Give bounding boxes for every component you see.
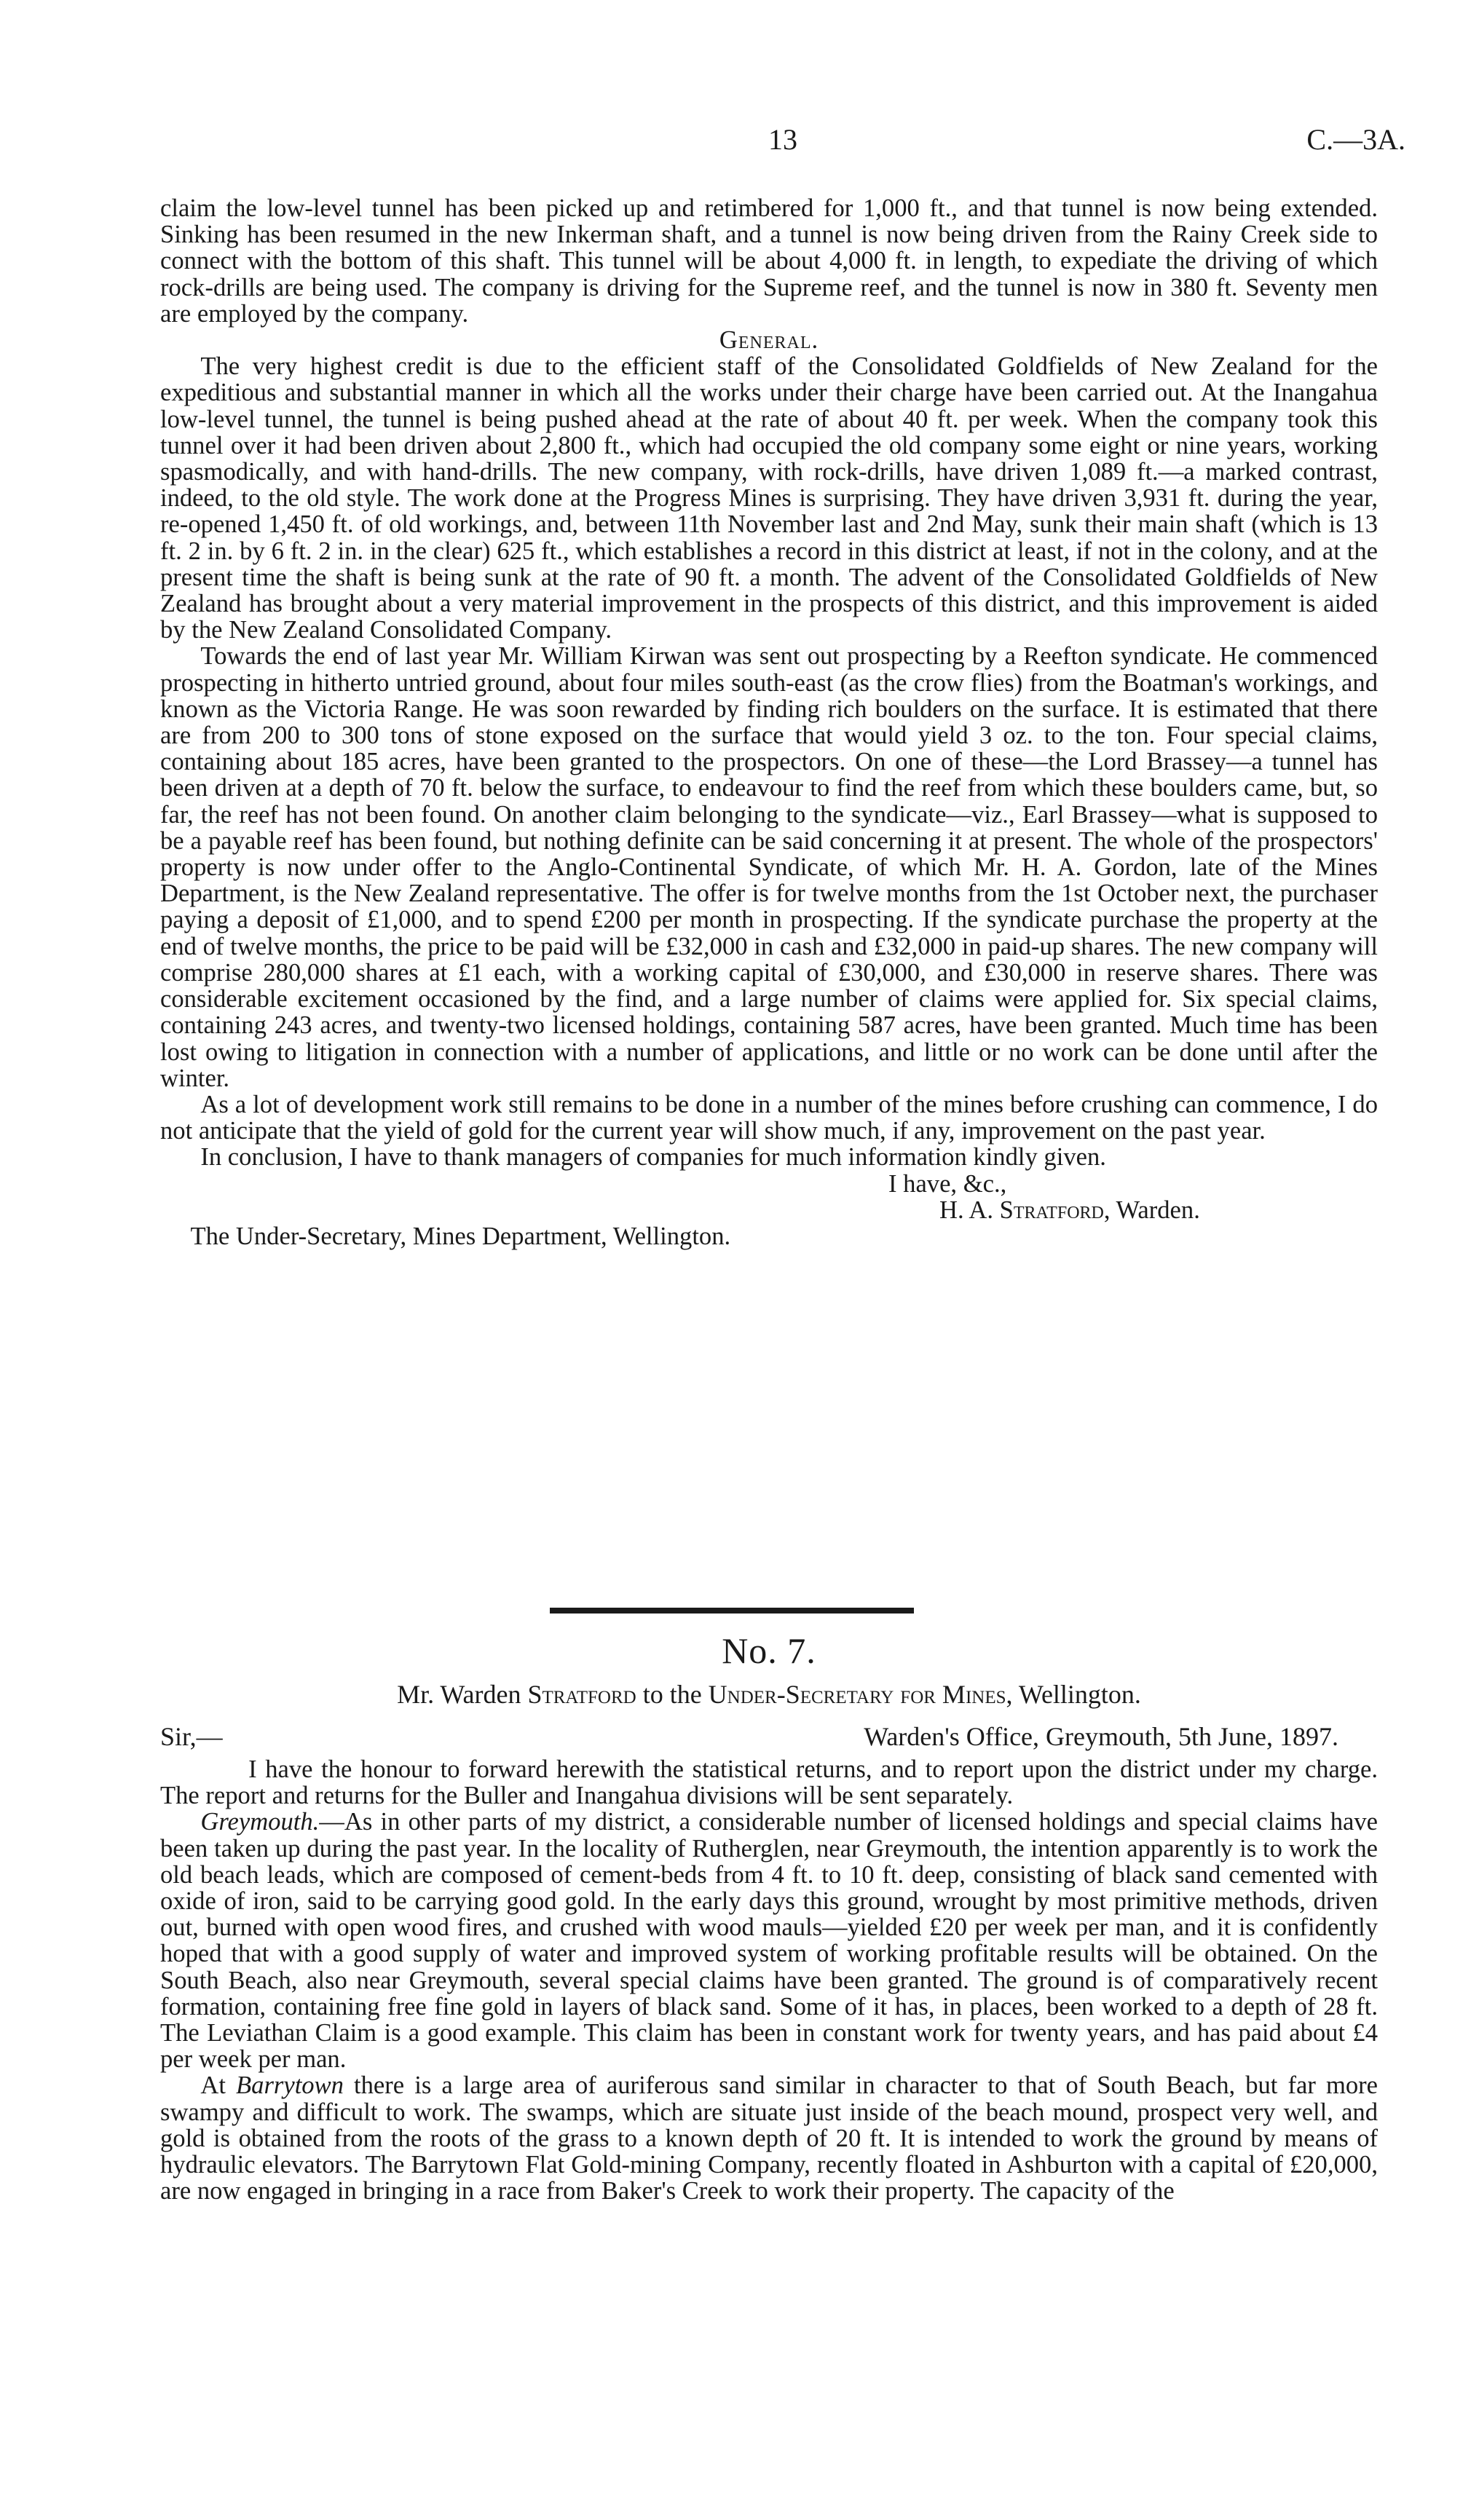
barrytown-prefix: At bbox=[200, 2071, 237, 2100]
office-date-line: Warden's Office, Greymouth, 5th June, 1897. bbox=[864, 1722, 1338, 1751]
letter-number-heading: No. 7. bbox=[722, 1630, 816, 1671]
to-word: to the bbox=[636, 1680, 709, 1709]
barrytown-paragraph bbox=[160, 2072, 1378, 2204]
section-heading-general: General. bbox=[719, 326, 819, 355]
page-header bbox=[160, 122, 1405, 159]
document-reference: C.—3A. bbox=[1306, 123, 1405, 156]
greymouth-label: Greymouth. bbox=[200, 1808, 320, 1836]
closing-line: I have, &c., bbox=[888, 1169, 1007, 1198]
addressee-line: The Under-Secretary, Mines Department, Wellington. bbox=[190, 1222, 731, 1250]
signature-line bbox=[160, 1197, 1378, 1223]
barrytown-text: there is a large area of auriferous sand similar in character to that of South Beach, but far more swampy and difficult to work. The swamps, which are situate just inside of the beach mound, prospect very well, and gold is obtained from the roots of the grass to a known depth of 20 ft. It is intended to work the ground by means of hydraulic elevators. The Barrytown Flat Gold-mining Company, recently floated in Ashburton with a capital of £20,000, are now engaged in bringing in a race from Baker's Creek to work their property. The capacity of the bbox=[160, 2071, 1378, 2205]
to-place: , Wellington. bbox=[1006, 1680, 1141, 1709]
letter-body bbox=[160, 1756, 1378, 2204]
conclusion-paragraph: In conclusion, I have to thank managers of companies for much information kindly given. bbox=[200, 1143, 1106, 1172]
greymouth-paragraph bbox=[160, 1809, 1378, 2072]
page-number: 13 bbox=[768, 123, 797, 156]
signature-name: H. A. Stratford bbox=[939, 1196, 1104, 1224]
report-body bbox=[160, 195, 1378, 1249]
from-prefix: Mr. Warden bbox=[397, 1680, 528, 1709]
signature-title: , Warden. bbox=[1103, 1196, 1200, 1224]
letter-from-to bbox=[160, 1679, 1378, 1710]
greymouth-text: —As in other parts of my district, a considerable number of licensed holdings and special claims have been taken up during the past year. In the locality of Rutherglen, near Greymouth, the intention apparently is to work the old beach leads, which are composed of cement-beds from 4 ft. to 10 ft. deep, consisting of black sand cemented with oxide of iron, said to be carrying good gold. In the early days this ground, wrought by most primitive methods, driven out, burned with open wood fires, and crushed with wood mauls—yielded £20 per week per man, and it is confidently hoped that with a good supply of water and improved system of working profitable results will be obtained. On the South Beach, also near Greymouth, several special claims have been granted. The ground is of comparatively recent formation, containing free fine gold in layers of black sand. Some of it has, in places, been worked to a depth of 28 ft. The Leviathan Claim is a good example. This claim has been in constant work for twenty years, and has paid about £4 per week per man. bbox=[160, 1808, 1378, 2074]
from-name: Stratford bbox=[527, 1680, 636, 1709]
kirwan-paragraph: Towards the end of last year Mr. William Kirwan was sent out prospecting by a Reefton syndicate. He commenced prospecting in hitherto untried ground, about four miles south-east (as the crow flies) from the Boatman's workings, and known as the Victoria Range. He was soon rewarded by finding rich boulders on the surface. It is estimated that there are from 200 to 300 tons of stone exposed on the surface that would yield 3 oz. to the ton. Four special claims, containing about 185 acres, have been granted to the prospectors. On one of these—the Lord Brassey—a tunnel has been driven at a depth of 70 ft. below the surface, to endeavour to find the reef from which these boulders came, but, so far, the reef has not been found. On another claim belonging to the syndicate—viz., Earl Brassey—what is supposed to be a payable reef has been found, but nothing definite can be said concerning it at present. The whole of the prospectors' property is now under offer to the Anglo-Continental Syndicate, of which Mr. H. A. Gordon, late of the Mines Department, is the New Zealand representative. The offer is for twelve months from the 1st October next, the purchaser paying a deposit of £1,000, and to spend £200 per month in prospecting. If the syndicate purchase the property at the end of twelve months, the price to be paid will be £32,000 in cash and £32,000 in paid-up shares. The new company will comprise 280,000 shares at £1 each, with a working capital of £30,000, and £30,000 in reserve shares. There was considerable excitement occasioned by the find, and a large number of claims were applied for. Six special claims, containing 243 acres, and twenty-two licensed holdings, containing 587 acres, have been granted. Much time has been lost owing to litigation in connection with a number of applications, and little or no work can be done until after the winter. bbox=[160, 642, 1378, 1092]
continuation-paragraph: claim the low-level tunnel has been picked up and retimbered for 1,000 ft., and that tunnel is now being extended. Sinking has been resumed in the new Inkerman shaft, and a tunnel is now being driven from the Rainy Creek side to connect with the bottom of this shaft. This tunnel will be about 4,000 ft. in length, to expediate the driving of which rock-drills are being used. The company is driving for the Supreme reef, and the tunnel is now in 380 ft. Seventy men are employed by the company. bbox=[160, 194, 1378, 328]
section-divider bbox=[550, 1608, 914, 1613]
salutation-row bbox=[160, 1721, 1378, 1750]
intro-paragraph: I have the honour to forward herewith the statistical returns, and to report upon the district under my charge. The report and returns for the Buller and Inangahua divisions will be sent separately. bbox=[160, 1755, 1378, 1810]
development-paragraph: As a lot of development work still remains to be done in a number of the mines before crushing can commence, I do not anticipate that the yield of gold for the current year will show much, if any, improvement on the past year. bbox=[160, 1090, 1378, 1145]
to-name: Under-Secretary for Mines bbox=[708, 1680, 1006, 1709]
salutation: Sir,— bbox=[160, 1722, 223, 1751]
general-paragraph: The very highest credit is due to the efficient staff of the Consolidated Goldfields of New Zealand for the expeditious and substantial manner in which all the works under their charge have been carried out. At the Inangahua low-level tunnel, the tunnel is being pushed ahead at the rate of about 40 ft. per week. When the company took this tunnel over it had been driven about 2,800 ft., which had occupied the old company some eight or nine years, working spasmodically, and with hand-drills. The new company, with rock-drills, have driven 1,089 ft.—a marked contrast, indeed, to the old style. The work done at the Progress Mines is surprising. They have driven 3,931 ft. during the year, re-opened 1,450 ft. of old workings, and, between 11th November last and 2nd May, sunk their main shaft (which is 13 ft. 2 in. by 6 ft. 2 in. in the clear) 625 ft., which establishes a record in this district at least, if not in the colony, and at the present time the shaft is being sunk at the rate of 90 ft. a month. The advent of the Consolidated Goldfields of New Zealand has brought about a very material improvement in the prospects of this district, and this improvement is aided by the New Zealand Consolidated Company. bbox=[160, 352, 1378, 644]
barrytown-label: Barrytown bbox=[236, 2071, 344, 2100]
